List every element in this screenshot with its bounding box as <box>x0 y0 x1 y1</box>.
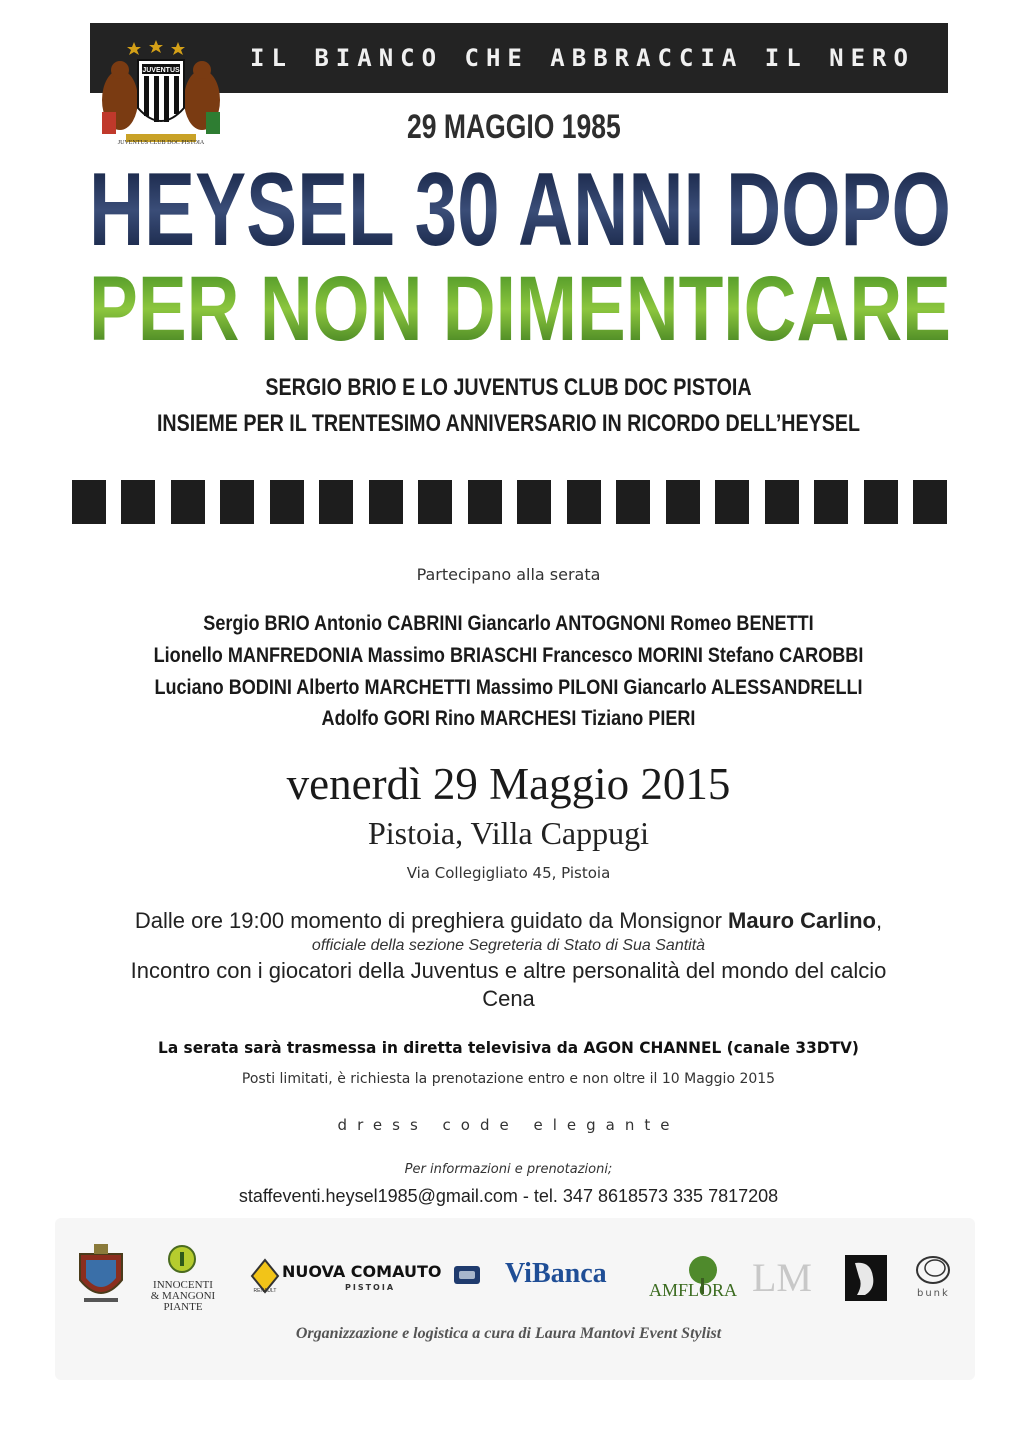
divider-square <box>270 480 304 524</box>
innocenti-line: INNOCENTI <box>153 1279 213 1291</box>
municipal-coat-of-arms-icon <box>74 1240 128 1308</box>
dacia-logo-icon <box>452 1260 482 1290</box>
monsignor-name: Mauro Carlino <box>728 908 876 933</box>
divider-square <box>418 480 452 524</box>
subtitle-line-1: SERGIO BRIO E LO JUVENTUS CLUB DOC PISTOIA <box>265 374 752 401</box>
divider-square <box>715 480 749 524</box>
divider-square <box>666 480 700 524</box>
mangoni-line: & MANGONI <box>150 1290 216 1302</box>
divider-square <box>765 480 799 524</box>
participants-row: Adolfo GORI Rino MARCHESI Tiziano PIERI <box>321 707 696 730</box>
comauto-city-label: PISTOIA <box>345 1283 396 1292</box>
profile-silhouette-logo-icon <box>845 1255 887 1301</box>
amflora-wordmark: AMFLORA <box>649 1280 737 1300</box>
event-date: venerdì 29 Maggio 2015 <box>286 759 731 809</box>
organization-credit: Organizzazione e logistica a cura di Laura Mantovi Event Stylist <box>295 1325 722 1342</box>
bunk-logo-icon <box>905 1250 963 1300</box>
film-strip-divider <box>72 480 947 524</box>
divider-square <box>814 480 848 524</box>
svg-text:PER NON DIMENTICARE: PER NON DIMENTICARE <box>89 260 951 350</box>
booking-note: Posti limitati, è richiesta la prenotazione entro e non oltre il 10 Maggio 2015 <box>241 1071 776 1087</box>
prayer-text: Dalle ore 19:00 momento di preghiera guidato da Monsignor <box>134 908 729 933</box>
contacts-line[interactable]: staffeventi.heysel1985@gmail.com - tel. 347 8618573 335 7817208 <box>238 1186 779 1206</box>
broadcast-note: La serata sarà trasmessa in diretta televisiva da AGON CHANNEL (canale 33DTV) <box>158 1038 859 1057</box>
divider-square <box>517 480 551 524</box>
prayer-line <box>0 908 1017 934</box>
innocenti-mangoni-logo-icon <box>168 1244 196 1274</box>
bunk-wordmark: bunk <box>917 1288 950 1299</box>
event-address: Via Collegigliato 45, Pistoia <box>406 864 611 882</box>
amflora-logo-icon <box>645 1252 737 1304</box>
headline-heysel <box>85 155 955 265</box>
headline-per-non-dimenticare <box>85 260 955 350</box>
divider-square <box>171 480 205 524</box>
divider-square <box>220 480 254 524</box>
nuova-comauto-label: NUOVA COMAUTO <box>282 1262 442 1281</box>
divider-square <box>319 480 353 524</box>
svg-text:HEYSEL 30 ANNI DOPO: HEYSEL 30 ANNI DOPO <box>89 155 951 265</box>
participants-row: Sergio BRIO Antonio CABRINI Giancarlo ANTOGNONI Romeo BENETTI <box>203 612 814 635</box>
dinner-line: Cena <box>482 986 535 1011</box>
banner-slogan: IL BIANCO CHE ABBRACCIA IL NERO <box>250 44 915 72</box>
prayer-suffix: , <box>875 908 883 933</box>
subtitle-line-2: INSIEME PER IL TRENTESIMO ANNIVERSARIO IN RICORDO DELL’HEYSEL <box>156 410 861 437</box>
participants-row: Lionello MANFREDONIA Massimo BRIASCHI Francesco MORINI Stefano CAROBBI <box>153 644 864 667</box>
participants-intro: Partecipano alla serata <box>416 565 601 584</box>
renault-wordmark: RENAULT <box>253 1288 277 1294</box>
meeting-line: Incontro con i giocatori della Juventus e altre personalità del mondo del calcio <box>130 958 887 983</box>
event-venue: Pistoia, Villa Cappugi <box>367 815 650 851</box>
crest-lettering: JUVENTUS <box>142 67 180 74</box>
divider-square <box>913 480 947 524</box>
divider-square <box>864 480 898 524</box>
juventus-club-crest-icon <box>98 38 224 150</box>
lm-logo: LM <box>752 1255 812 1300</box>
crest-caption: JUVENTUS CLUB DOC PISTOIA <box>117 140 205 146</box>
official-title: officiale della sezione Segreteria di Stato di Sua Santità <box>311 937 706 954</box>
anniversary-date: 29 MAGGIO 1985 <box>407 108 621 146</box>
divider-square <box>468 480 502 524</box>
divider-square <box>567 480 601 524</box>
divider-square <box>369 480 403 524</box>
divider-square <box>72 480 106 524</box>
dress-code: dress code elegante <box>337 1116 680 1134</box>
renault-logo-icon <box>250 1258 280 1294</box>
divider-square <box>121 480 155 524</box>
divider-square <box>616 480 650 524</box>
vibanca-logo: ViBanca <box>505 1258 607 1289</box>
participants-row: Luciano BODINI Alberto MARCHETTI Massimo PILONI Giancarlo ALESSANDRELLI <box>154 676 863 699</box>
innocenti-mangoni-label <box>148 1280 218 1313</box>
contacts-label: Per informazioni e prenotazioni; <box>404 1162 613 1177</box>
piante-line: PIANTE <box>163 1301 203 1313</box>
